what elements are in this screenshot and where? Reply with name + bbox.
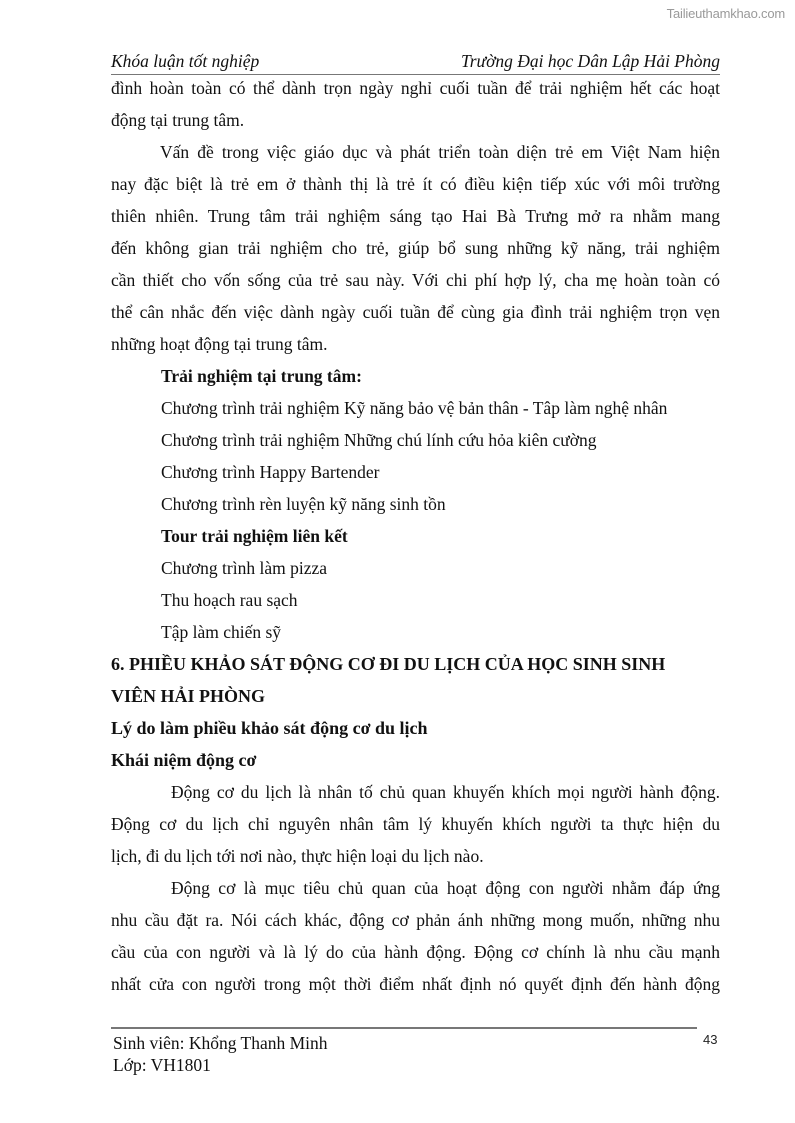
paragraph-line: nhất cửa con người trong một thời điểm nhất định nó quyết định đến hành động	[111, 974, 720, 994]
paragraph-line: nay đặc biệt là trẻ em ở thành thị là trẻ ít có điều kiện tiếp xúc với môi trường	[111, 174, 720, 194]
paragraph-line: đình hoàn toàn có thể dành trọn ngày nghỉ cuối tuần để trải nghiệm hết các hoạt	[111, 78, 720, 98]
tour-heading: Tour trải nghiệm liên kết	[161, 526, 348, 546]
list-item: Chương trình trải nghiệm Những chú lính cứu hỏa kiên cường	[161, 430, 597, 450]
list-item: Chương trình Happy Bartender	[161, 462, 380, 482]
paragraph-line: nhu cầu đặt ra. Nói cách khác, động cơ phản ánh những mong muốn, những nhu	[111, 910, 720, 930]
paragraph-line: động tại trung tâm.	[111, 110, 245, 130]
list-item: Chương trình làm pizza	[161, 558, 327, 578]
paragraph-line: Vấn đề trong việc giáo dục và phát triển toàn diện trẻ em Việt Nam hiện	[160, 142, 720, 162]
paragraph-line: Động cơ là mục tiêu chủ quan của hoạt động con người nhằm đáp ứng	[171, 878, 720, 898]
paragraph-line: Động cơ du lịch chỉ nguyên nhân tâm lý khuyến khích người ta thực hiện du	[111, 814, 720, 834]
subheading: Lý do làm phiều khảo sát động cơ du lịch	[111, 718, 428, 738]
paragraph-line: cần thiết cho vốn sống của trẻ sau này. Với chi phí hợp lý, cha mẹ hoàn toàn có	[111, 270, 720, 290]
paragraph-line: thiên nhiên. Trung tâm trải nghiệm sáng tạo Hai Bà Trưng mở ra nhằm mang	[111, 206, 720, 226]
footer-divider	[111, 1027, 697, 1029]
section-title: 6. PHIỀU KHẢO SÁT ĐỘNG CƠ ĐI DU LỊCH CỦA HỌC SINH SINH	[111, 654, 666, 674]
paragraph-line: đến không gian trải nghiệm cho trẻ, giúp bổ sung những kỹ năng, trải nghiệm	[111, 238, 720, 258]
footer-student: Sinh viên: Khổng Thanh Minh	[113, 1033, 328, 1053]
header-right: Trường Đại học Dân Lập Hải Phòng	[460, 51, 720, 71]
watermark: Tailieuthamkhao.com	[666, 6, 785, 21]
page-footer	[113, 1032, 328, 1076]
list-item: Chương trình trải nghiệm Kỹ năng bảo vệ bản thân - Tâp làm nghệ nhân	[161, 398, 668, 418]
paragraph-line: cầu của con người và là lý do của hành động. Động cơ chính là nhu cầu mạnh	[111, 942, 720, 962]
paragraph-line: lịch, đi du lịch tới nơi nào, thực hiện loại du lịch nào.	[111, 846, 484, 866]
list-item: Tập làm chiến sỹ	[161, 622, 282, 642]
paragraph-line: những hoạt động tại trung tâm.	[111, 334, 328, 354]
footer-class: Lớp: VH1801	[113, 1055, 211, 1075]
header-left: Khóa luận tốt nghiệp	[111, 51, 260, 71]
page-number: 43	[703, 1032, 718, 1047]
section-title: VIÊN HẢI PHÒNG	[111, 686, 266, 706]
paragraph-line: Động cơ du lịch là nhân tố chủ quan khuyến khích mọi người hành động.	[171, 782, 720, 802]
list-item: Thu hoạch rau sạch	[161, 590, 298, 610]
page-body	[111, 72, 720, 1000]
subheading: Khái niệm động cơ	[111, 750, 257, 770]
center-heading: Trải nghiệm tại trung tâm:	[161, 366, 362, 386]
list-item: Chương trình rèn luyện kỹ năng sinh tồn	[161, 494, 446, 514]
paragraph-line: thể cân nhắc đến việc dành ngày cuối tuần để cùng gia đình trải nghiệm trọn vẹn	[111, 302, 720, 322]
